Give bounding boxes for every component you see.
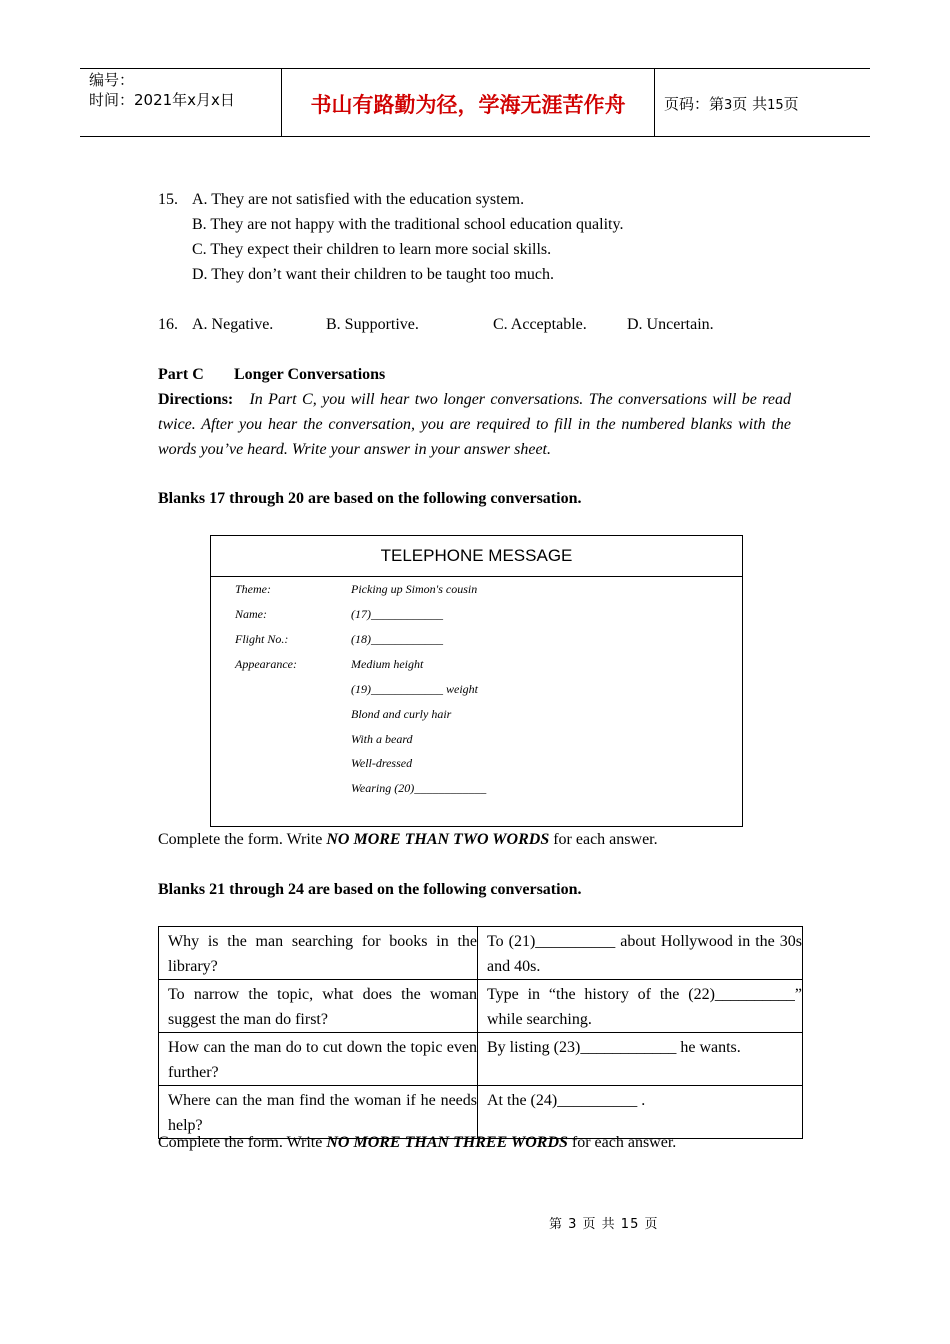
q16-number: 16.: [158, 316, 178, 333]
header-info: [89, 70, 235, 110]
message-blank-19: (19)____________ weight: [351, 682, 478, 696]
conversation-table: [158, 926, 803, 1139]
q16-option-d: D. Uncertain.: [627, 316, 714, 333]
table-question: To narrow the topic, what does the woman suggest the man do first?: [159, 980, 478, 1033]
table-answer-blank-22: Type in “the history of the (22)__________” while searching.: [478, 980, 803, 1033]
part-c-title: Longer Conversations: [234, 366, 386, 383]
message-label-name: Name:: [235, 607, 267, 621]
instruction-emphasis: NO MORE THAN THREE WORDS: [326, 1134, 568, 1151]
table-row: [159, 927, 803, 980]
instruction-pre: Complete the form. Write: [158, 1134, 327, 1151]
q15-option-c: C. They expect their children to learn more social skills.: [192, 241, 552, 258]
message-blank-20: Wearing (20)____________: [351, 781, 487, 795]
message-value-theme: Picking up Simon's cousin: [351, 582, 478, 596]
instruction-pre: Complete the form. Write: [158, 831, 327, 848]
directions: [158, 387, 791, 462]
table-answer-blank-21: To (21)__________ about Hollywood in the 30s and 40s.: [478, 927, 803, 980]
message-label-flight: Flight No.:: [235, 632, 289, 646]
instruction-post: for each answer.: [567, 1134, 677, 1151]
header-page-info: [664, 93, 799, 114]
page-footer: 第 3 页 共 15 页: [549, 1217, 659, 1232]
table-question: Why is the man searching for books in the library?: [159, 927, 478, 980]
page-current: 3: [724, 98, 733, 113]
blanks-17-20-heading: Blanks 17 through 20 are based on the following conversation.: [158, 490, 582, 507]
page-total: 15: [767, 98, 784, 113]
q15-option-a: A. They are not satisfied with the education system.: [192, 191, 525, 208]
instruction-emphasis: NO MORE THAN TWO WORDS: [326, 831, 550, 848]
q15-number: 15.: [158, 191, 178, 208]
page-prefix: 页码：第: [664, 95, 725, 113]
message-label-appearance: Appearance:: [235, 657, 297, 671]
page-suffix: 页: [783, 95, 799, 113]
instruction-three-words: [158, 1130, 676, 1155]
instruction-two-words: [158, 827, 658, 852]
time-label: 时间：2021年x月x日: [89, 91, 235, 109]
message-title: TELEPHONE MESSAGE: [211, 536, 742, 577]
q16-option-c: C. Acceptable.: [493, 316, 587, 333]
message-value-hair: Blond and curly hair: [351, 707, 452, 721]
table-question: Where can the man find the woman if he needs help?: [159, 1086, 478, 1139]
table-question: How can the man do to cut down the topic even further?: [159, 1033, 478, 1086]
page-mid: 页 共: [732, 95, 768, 113]
header-divider-right: [654, 68, 655, 136]
part-c-label: Part C: [158, 366, 204, 383]
q15-option-b: B. They are not happy with the traditional school education quality.: [192, 216, 624, 233]
message-value-height: Medium height: [351, 657, 424, 671]
message-blank-17: (17)____________: [351, 607, 443, 621]
blanks-21-24-heading: Blanks 21 through 24 are based on the following conversation.: [158, 881, 582, 898]
table-row: [159, 1033, 803, 1086]
message-value-beard: With a beard: [351, 732, 413, 746]
instruction-post: for each answer.: [549, 831, 658, 848]
q16-option-a: A. Negative.: [192, 316, 274, 333]
telephone-message-form: [210, 535, 743, 827]
table-row: [159, 980, 803, 1033]
q15-option-d: D. They don’t want their children to be taught too much.: [192, 266, 554, 283]
header-top-rule: [80, 68, 870, 69]
header-bottom-rule: [80, 136, 870, 137]
serial-label: 编号：: [89, 71, 135, 89]
message-label-theme: Theme:: [235, 582, 271, 596]
header-motto: 书山有路勤为径，学海无涯苦作舟: [310, 93, 626, 117]
table-answer-blank-23: By listing (23)____________ he wants.: [478, 1033, 803, 1086]
q16-option-b: B. Supportive.: [326, 316, 419, 333]
message-value-dressed: Well-dressed: [351, 756, 413, 770]
directions-text: In Part C, you will hear two longer conversations. The conversations will be read twice. After you hear the conversation, you are required to fill in the numbered blanks with the words you’ve heard. Write your answer in your answer sheet.: [158, 391, 791, 458]
table-answer-blank-24: At the (24)__________ .: [478, 1086, 803, 1139]
message-blank-18: (18)____________: [351, 632, 443, 646]
directions-label: Directions:: [158, 391, 234, 408]
